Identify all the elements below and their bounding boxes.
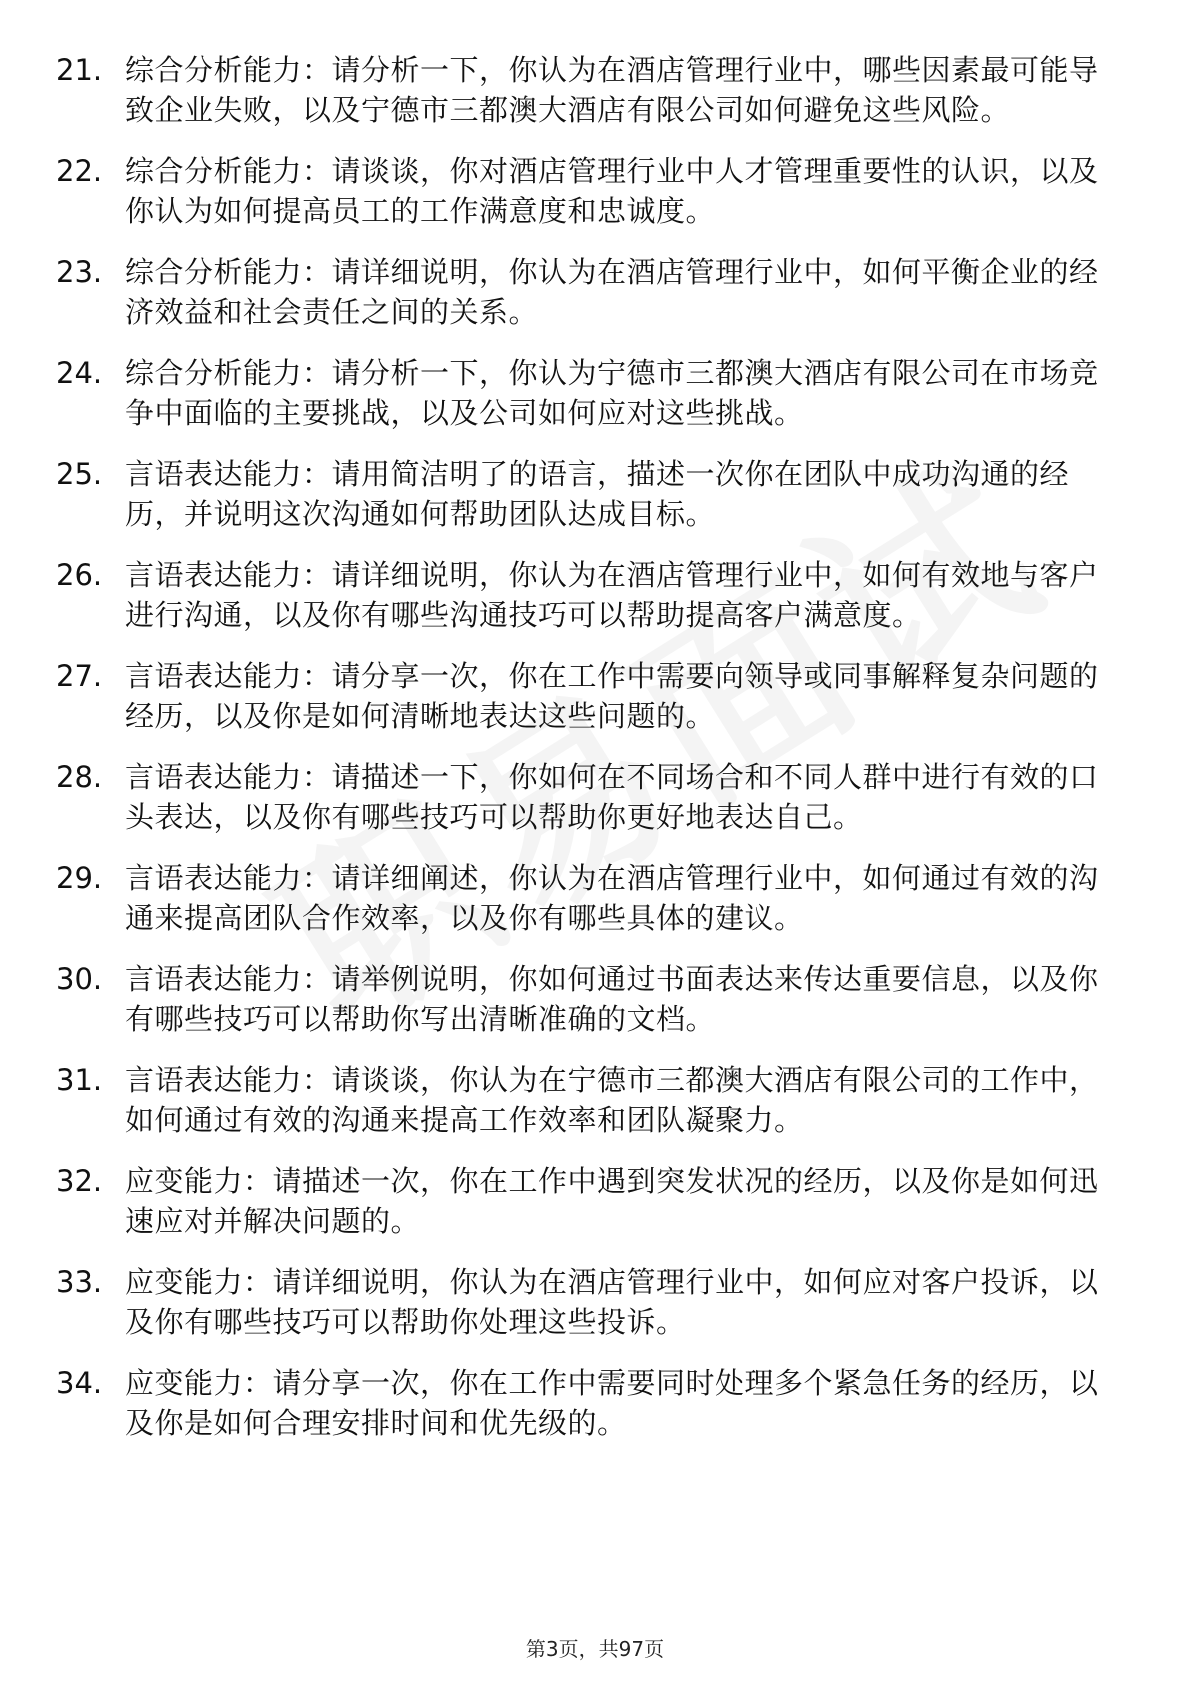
question-text: 应变能力：请分享一次，你在工作中需要同时处理多个紧急任务的经历，以及你是如何合理安排时间和优先级的。: [125, 1366, 1099, 1440]
question-item: [0, 1262, 1190, 1342]
question-text: 言语表达能力：请分享一次，你在工作中需要向领导或同事解释复杂问题的经历，以及你是如何清晰地表达这些问题的。: [125, 659, 1099, 733]
question-item: [0, 50, 1190, 130]
question-number: 23.: [56, 255, 103, 289]
question-text: 言语表达能力：请详细说明，你认为在酒店管理行业中，如何有效地与客户进行沟通，以及你有哪些沟通技巧可以帮助提高客户满意度。: [125, 558, 1099, 632]
question-text: 综合分析能力：请分析一下，你认为在酒店管理行业中，哪些因素最可能导致企业失败，以及宁德市三都澳大酒店有限公司如何避免这些风险。: [125, 53, 1099, 127]
question-text: 言语表达能力：请描述一下，你如何在不同场合和不同人群中进行有效的口头表达，以及你有哪些技巧可以帮助你更好地表达自己。: [125, 760, 1099, 834]
question-text: 应变能力：请描述一次，你在工作中遇到突发状况的经历，以及你是如何迅速应对并解决问题的。: [125, 1164, 1099, 1238]
question-number: 27.: [56, 659, 103, 693]
question-item: [0, 757, 1190, 837]
question-number: 22.: [56, 154, 103, 188]
question-list: [0, 50, 1190, 1464]
question-number: 26.: [56, 558, 103, 592]
question-item: [0, 555, 1190, 635]
question-text: 言语表达能力：请谈谈，你认为在宁德市三都澳大酒店有限公司的工作中，如何通过有效的沟通来提高工作效率和团队凝聚力。: [125, 1063, 1099, 1137]
question-text: 言语表达能力：请用简洁明了的语言，描述一次你在团队中成功沟通的经历，并说明这次沟通如何帮助团队达成目标。: [125, 457, 1070, 531]
question-number: 25.: [56, 457, 103, 491]
question-item: [0, 252, 1190, 332]
question-number: 33.: [56, 1265, 103, 1299]
question-item: [0, 1363, 1190, 1443]
question-item: [0, 353, 1190, 433]
question-number: 30.: [56, 962, 103, 996]
question-number: 34.: [56, 1366, 103, 1400]
question-number: 28.: [56, 760, 103, 794]
question-item: [0, 454, 1190, 534]
question-item: [0, 959, 1190, 1039]
question-number: 32.: [56, 1164, 103, 1198]
question-item: [0, 858, 1190, 938]
question-number: 21.: [56, 53, 103, 87]
question-text: 综合分析能力：请谈谈，你对酒店管理行业中人才管理重要性的认识，以及你认为如何提高员工的工作满意度和忠诚度。: [125, 154, 1099, 228]
question-text: 言语表达能力：请详细阐述，你认为在酒店管理行业中，如何通过有效的沟通来提高团队合作效率，以及你有哪些具体的建议。: [125, 861, 1099, 935]
question-item: [0, 151, 1190, 231]
question-text: 综合分析能力：请详细说明，你认为在酒店管理行业中，如何平衡企业的经济效益和社会责任之间的关系。: [125, 255, 1099, 329]
question-text: 应变能力：请详细说明，你认为在酒店管理行业中，如何应对客户投诉，以及你有哪些技巧可以帮助你处理这些投诉。: [125, 1265, 1099, 1339]
question-text: 综合分析能力：请分析一下，你认为宁德市三都澳大酒店有限公司在市场竞争中面临的主要挑战，以及公司如何应对这些挑战。: [125, 356, 1099, 430]
page-number-footer: 第3页，共97页: [525, 1637, 665, 1661]
question-item: [0, 656, 1190, 736]
question-item: [0, 1161, 1190, 1241]
question-text: 言语表达能力：请举例说明，你如何通过书面表达来传达重要信息，以及你有哪些技巧可以帮助你写出清晰准确的文档。: [125, 962, 1099, 1036]
question-number: 24.: [56, 356, 103, 390]
question-number: 29.: [56, 861, 103, 895]
question-number: 31.: [56, 1063, 103, 1097]
question-item: [0, 1060, 1190, 1140]
